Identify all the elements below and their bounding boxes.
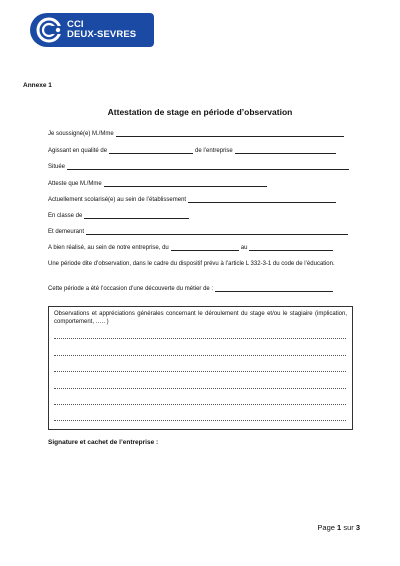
observations-heading: Observations et appréciations générales concernant le déroulement du stage et/ou le stagiaire (implication, comportement, ….. ) xyxy=(54,311,347,325)
observation-line[interactable] xyxy=(54,338,346,339)
cci-logo-icon xyxy=(36,17,62,43)
field-demeurant xyxy=(48,228,350,235)
cci-logo-text xyxy=(67,20,136,40)
blank-atteste[interactable] xyxy=(104,180,267,187)
blank-situee[interactable] xyxy=(67,163,349,170)
field-scolarise xyxy=(48,196,338,203)
logo-line-2: DEUX-SEVRES xyxy=(67,29,137,40)
blank-qualite[interactable] xyxy=(109,147,193,154)
page-number xyxy=(300,523,360,532)
field-realise xyxy=(48,244,335,251)
label-decouverte: Cette période a été l’occasion d’une découverte du métier de : xyxy=(48,286,214,292)
label-agissant: Agissant en qualité de xyxy=(48,148,108,154)
label-soussigne: Je soussigné(e) M./Mme xyxy=(48,131,114,137)
blank-date-debut[interactable] xyxy=(171,244,239,251)
field-situee xyxy=(48,163,351,170)
field-agissant xyxy=(48,147,338,154)
label-realise: A bien réalisé, au sein de notre entreprise, du xyxy=(48,245,169,251)
page-current: 1 xyxy=(337,523,342,532)
blank-etablissement[interactable] xyxy=(188,196,336,203)
label-classe: En classe de xyxy=(48,213,83,219)
paragraph-dispositif: Une période dite d’observation, dans le cadre du dispositif prévu à l’article L 332-3-1 du code de l’éducation. xyxy=(48,261,335,267)
observations-box xyxy=(48,306,353,430)
cci-logo xyxy=(30,13,154,47)
field-decouverte xyxy=(48,285,335,292)
page-total: 3 xyxy=(355,523,360,532)
annexe-label: Annexe 1 xyxy=(23,82,52,89)
label-atteste: Atteste que M./Mme xyxy=(48,181,102,187)
page-prefix: Page xyxy=(317,523,335,532)
blank-classe[interactable] xyxy=(84,212,189,219)
label-entreprise: de l’entreprise xyxy=(195,148,233,154)
field-atteste xyxy=(48,180,269,187)
observation-line[interactable] xyxy=(54,420,346,421)
label-situee: Située xyxy=(48,164,66,170)
blank-demeurant[interactable] xyxy=(86,228,348,235)
label-au: au xyxy=(240,245,248,251)
field-soussigne xyxy=(48,130,346,137)
observation-line[interactable] xyxy=(54,355,346,356)
blank-metier[interactable] xyxy=(215,285,333,292)
observation-line[interactable] xyxy=(54,404,346,405)
observation-line[interactable] xyxy=(54,388,346,389)
page-sep: sur xyxy=(343,523,354,532)
signature-label: Signature et cachet de l’entreprise : xyxy=(48,439,159,446)
field-classe xyxy=(48,212,191,219)
page-title: Attestation de stage en période d’observation xyxy=(107,107,293,117)
observation-line[interactable] xyxy=(54,371,346,372)
blank-soussigne[interactable] xyxy=(116,130,344,137)
label-demeurant: Et demeurant xyxy=(48,229,85,235)
blank-date-fin[interactable] xyxy=(249,244,333,251)
logo-line-1: CCI xyxy=(67,19,84,30)
blank-entreprise[interactable] xyxy=(235,147,336,154)
label-scolarise: Actuellement scolarisé(e) au sein de l’établissement xyxy=(48,197,187,203)
